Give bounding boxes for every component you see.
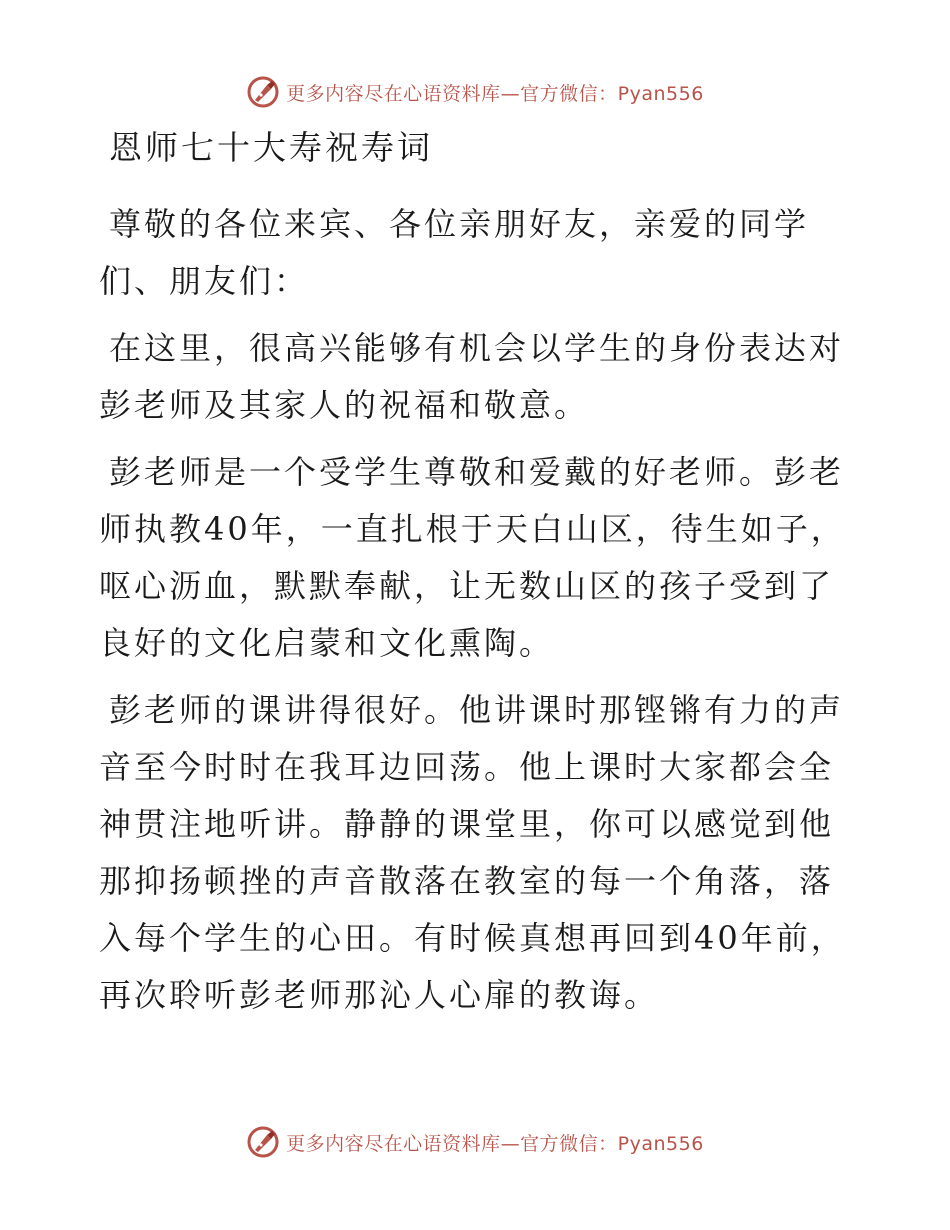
document-body xyxy=(99,122,859,1034)
footer-banner xyxy=(0,1122,950,1162)
header-banner xyxy=(0,72,950,112)
document-title: 恩师七十大寿祝寿词 xyxy=(109,128,433,167)
paragraph-teaching-memory: 彭老师的课讲得很好。他讲课时那铿锵有力的声音至今时时在我耳边回荡。他上课时大家都会全神贯注地听讲。静静的课堂里，你可以感觉到他那抑扬顿挫的声音散落在教室的每一个角落，落入每个学生的心田。有时候真想再回到40年前，再次聆听彭老师那沁人心扉的教诲。 xyxy=(99,691,846,1014)
paragraph-opening: 在这里，很高兴能够有机会以学生的身份表达对彭老师及其家人的祝福和敬意。 xyxy=(99,329,845,424)
pen-nib-logo-icon xyxy=(246,75,280,109)
paragraph-teacher-dedication: 彭老师是一个受学生尊敬和爱戴的好老师。彭老师执教40年，一直扎根于天白山区，待生如子，呕心沥血，默默奉献，让无数山区的孩子受到了良好的文化启蒙和文化熏陶。 xyxy=(99,453,846,662)
footer-banner-text: 更多内容尽在心语资料库—官方微信：Pyan556 xyxy=(286,1132,704,1155)
header-banner-text: 更多内容尽在心语资料库—官方微信：Pyan556 xyxy=(286,82,704,105)
paragraph-greeting: 尊敬的各位来宾、各位亲朋好友，亲爱的同学们、朋友们： xyxy=(99,205,810,300)
pen-nib-logo-icon xyxy=(246,1125,280,1159)
